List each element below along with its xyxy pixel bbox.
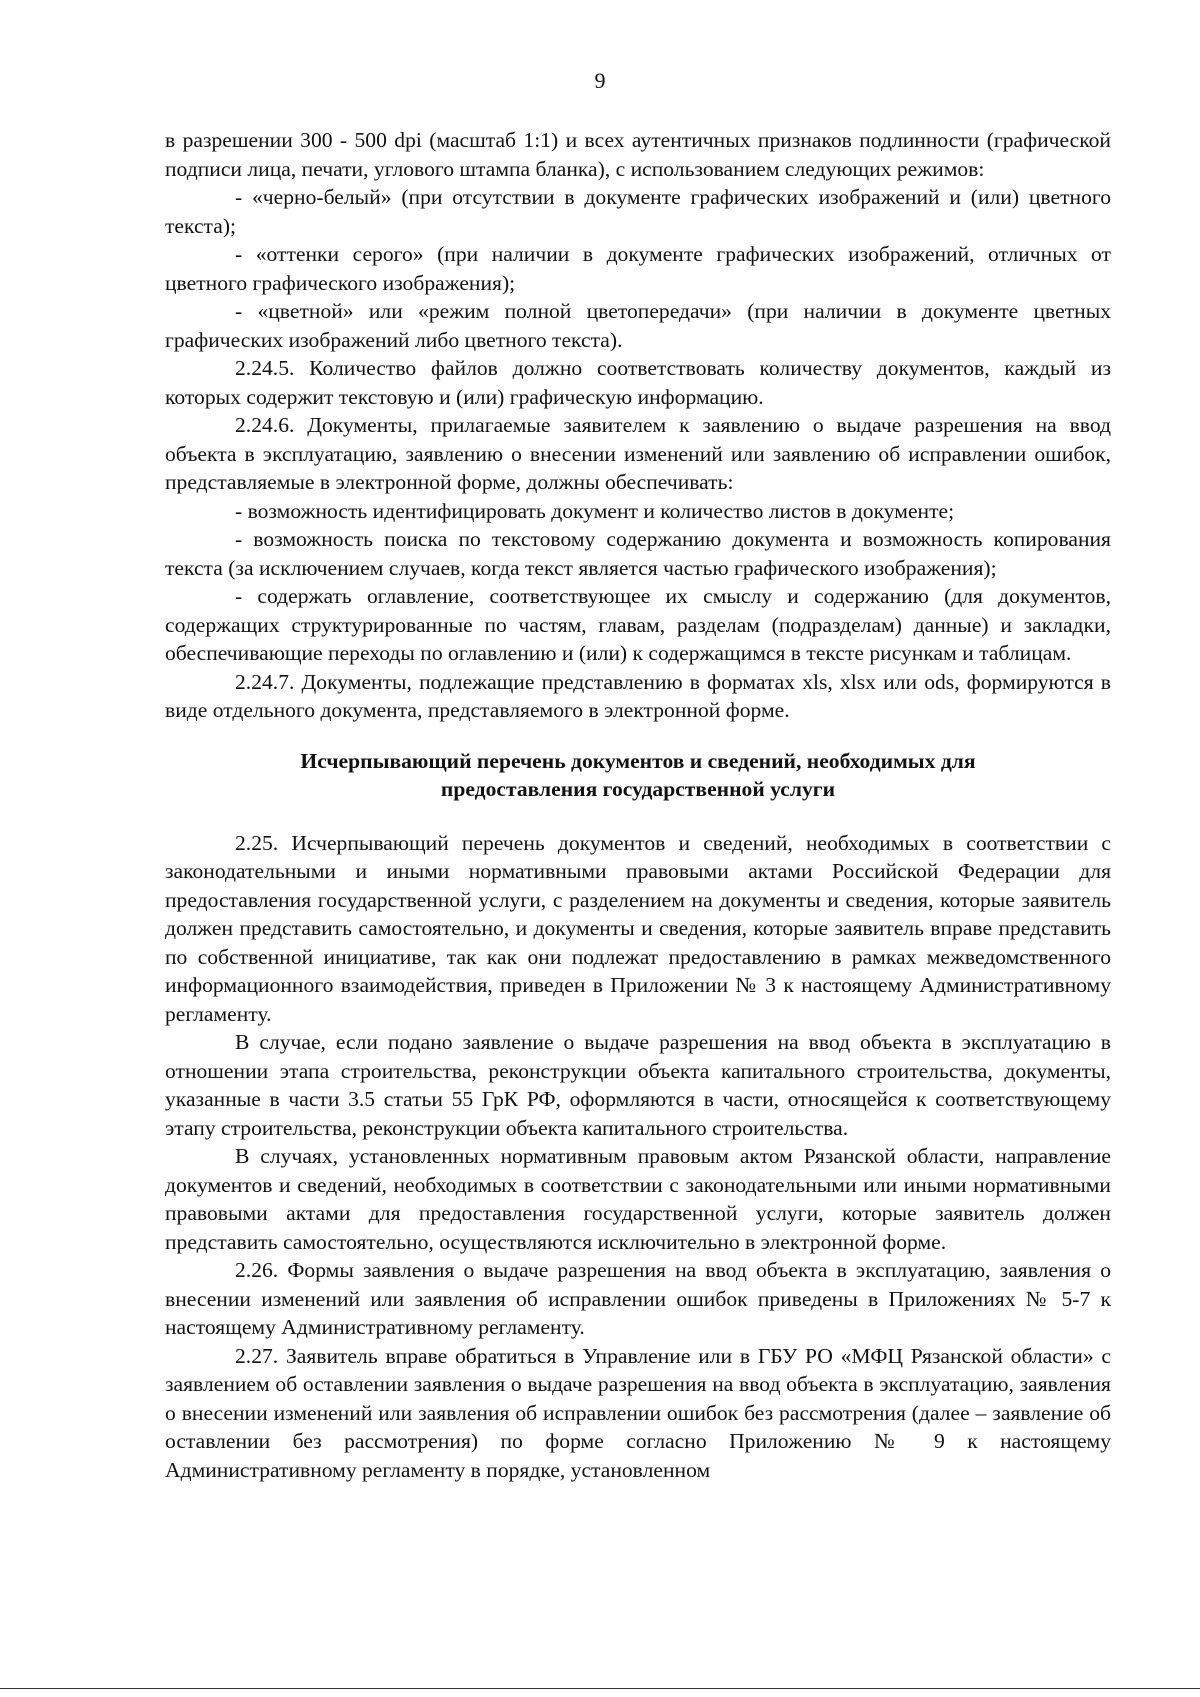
paragraph: - возможность идентифицировать документ и количество листов в документе;: [235, 498, 955, 523]
paragraph: - «черно-белый» (при отсутствии в документе графических изображений и (или) цветного текста);: [165, 185, 1111, 238]
paragraph: 2.24.7. Документы, подлежащие представлению в форматах xls, xlsx или ods, формируются в виде отдельного документа, представляемого в электронной форме.: [165, 669, 1111, 722]
paragraph: - «цветной» или «режим полной цветопередачи» (при наличии в документе цветных графических изображений либо цветного текста).: [165, 299, 1111, 352]
paragraph: - «оттенки серого» (при наличии в документе графических изображений, отличных от цветного графического изображения);: [165, 242, 1111, 295]
paragraph: - содержать оглавление, соответствующее их смыслу и содержанию (для документов, содержащих структурированные по частям, главам, разделам (подразделам) данные) и закладки, обеспечивающие переходы по оглавлению и (или) к содержащимся в тексте рисункам и таблицам.: [165, 584, 1111, 665]
paragraph: 2.27. Заявитель вправе обратиться в Управление или в ГБУ РО «МФЦ Рязанской области» с заявлением об оставлении заявления о выдаче разрешения на ввод объекта в эксплуатацию, заявления о внесении изменений или заявления об исправлении ошибок без рассмотрения (далее – заявление об оставлении без рассмотрения) по форме согласно Приложению № 9 к настоящему Административному регламенту в порядке, установленном: [165, 1343, 1111, 1482]
paragraph: 2.24.5. Количество файлов должно соответствовать количеству документов, каждый из которых содержит текстовую и (или) графическую информацию.: [165, 356, 1111, 409]
paragraph: 2.26. Формы заявления о выдаче разрешения на ввод объекта в эксплуатацию, заявления о внесении изменений или заявления об исправлении ошибок приведены в Приложениях № 5-7 к настоящему Административному регламенту.: [165, 1258, 1111, 1339]
paragraphs-after-heading: [165, 829, 1111, 1485]
paragraph: В случае, если подано заявление о выдаче разрешения на ввод объекта в эксплуатацию в отношении этапа строительства, реконструкции объекта капитального строительства, документы, указанные в части 3.5 статьи 55 ГрК РФ, оформляются в части, относящейся к соответствующему этапу строительства, реконструкции объекта капитального строительства.: [165, 1030, 1111, 1140]
section-heading-line-2: предоставления государственной услуги: [440, 777, 836, 801]
paragraph: В случаях, установленных нормативным правовым актом Рязанской области, направление документов и сведений, необходимых в соответствии с законодательными или иными нормативными правовыми актами для предоставления государственной услуги, которые заявитель должен представить самостоятельно, осуществляются исключительно в электронной форме.: [165, 1144, 1111, 1254]
section-heading: [165, 747, 1111, 804]
paragraph: - возможность поиска по текстовому содержанию документа и возможность копирования текста (за исключением случаев, когда текст является частью графического изображения);: [165, 527, 1111, 580]
page-bottom-edge: [0, 1688, 1200, 1689]
page-number: 9: [594, 68, 606, 93]
document-body: [165, 126, 1111, 1484]
paragraph: в разрешении 300 - 500 dpi (масштаб 1:1) и всех аутентичных признаков подлинности (графической подписи лица, печати, углового штампа бланка), с использованием следующих режимов:: [165, 128, 1111, 181]
paragraph: 2.24.6. Документы, прилагаемые заявителем к заявлению о выдаче разрешения на ввод объекта в эксплуатацию, заявлению о внесении изменений или заявлению об исправлении ошибок, представляемые в электронной форме, должны обеспечивать:: [165, 413, 1111, 494]
section-heading-line-1: Исчерпывающий перечень документов и сведений, необходимых для: [300, 748, 976, 773]
paragraph: 2.25. Исчерпывающий перечень документов и сведений, необходимых в соответствии с законодательными и иными нормативными правовыми актами Российской Федерации для предоставления государственной услуги, с разделением на документы и сведения, которые заявитель должен представить самостоятельно, и документы и сведения, которые заявитель вправе представить по собственной инициативе, так как они подлежат предоставлению в рамках межведомственного информационного взаимодействия, приведен в Приложении № 3 к настоящему Административному регламенту.: [165, 830, 1111, 1026]
paragraphs-before-heading: [165, 126, 1111, 725]
